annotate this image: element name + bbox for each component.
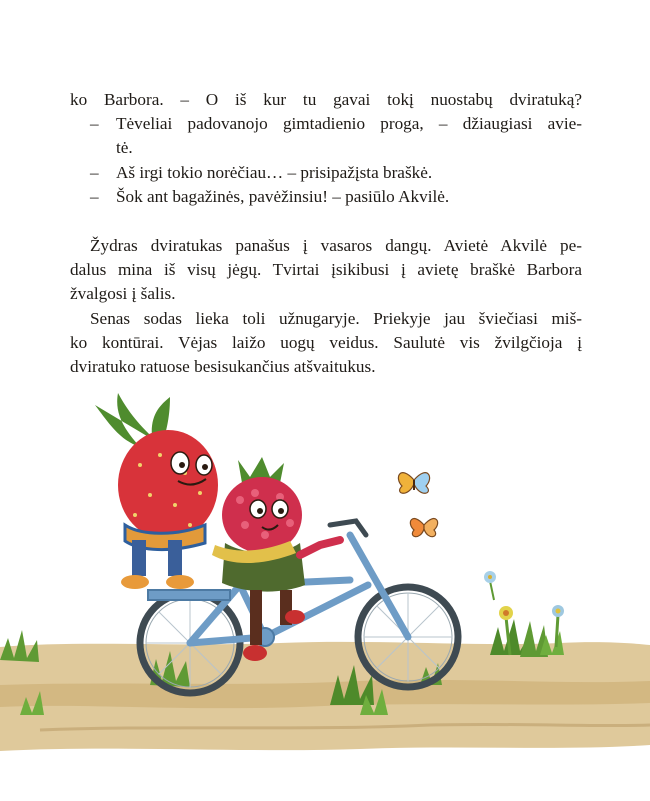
- dialogue-line: [70, 185, 582, 209]
- paragraph-gap: [70, 209, 582, 234]
- butterfly-icon: [398, 473, 429, 494]
- dialogue-dash: –: [90, 114, 99, 134]
- story-line: Žydras dviratukas panašus į vasaros dangų. Avietė Akvilė pe-: [90, 235, 582, 255]
- dialogue-dash: –: [90, 162, 99, 182]
- story-line: ko Barbora. – O iš kur tu gavai tokį nuostabų dviratuką?: [70, 90, 582, 109]
- story-line: ko kontūrai. Vėjas laižo uogų veidus. Saulutė vis žvilgčioja į: [70, 332, 582, 352]
- dialogue-text: Aš irgi tokio norėčiau… – prisipažįsta braškė.: [116, 162, 433, 182]
- story-line: dalus mina iš visų jėgų. Tvirtai įsikibusi į avietę braškė Barbora: [70, 260, 582, 280]
- story-line: dviratuko ratuose besisukančius atšvaitukus.: [70, 356, 376, 376]
- butterfly-icon: [410, 519, 437, 537]
- story-text: [70, 88, 582, 379]
- story-line: žvalgosi į šalis.: [70, 284, 176, 304]
- dialogue-continuation: tė.: [116, 138, 133, 158]
- dialogue-line: [70, 161, 582, 185]
- strawberry-character: [95, 393, 218, 589]
- dialogue-dash: –: [90, 186, 99, 206]
- dialogue-line: [70, 112, 582, 136]
- dialogue-text: Šok ant bagažinės, pavėžinsiu! – pasiūlo Akvilė.: [116, 186, 450, 206]
- dialogue-text: Tėveliai padovanojo gimtadienio proga, – džiaugiasi avie-: [116, 114, 582, 134]
- bicycle-illustration: [0, 385, 650, 801]
- story-line: Senas sodas lieka toli užnugaryje. Priekyje jau šviečiasi miš-: [90, 308, 582, 328]
